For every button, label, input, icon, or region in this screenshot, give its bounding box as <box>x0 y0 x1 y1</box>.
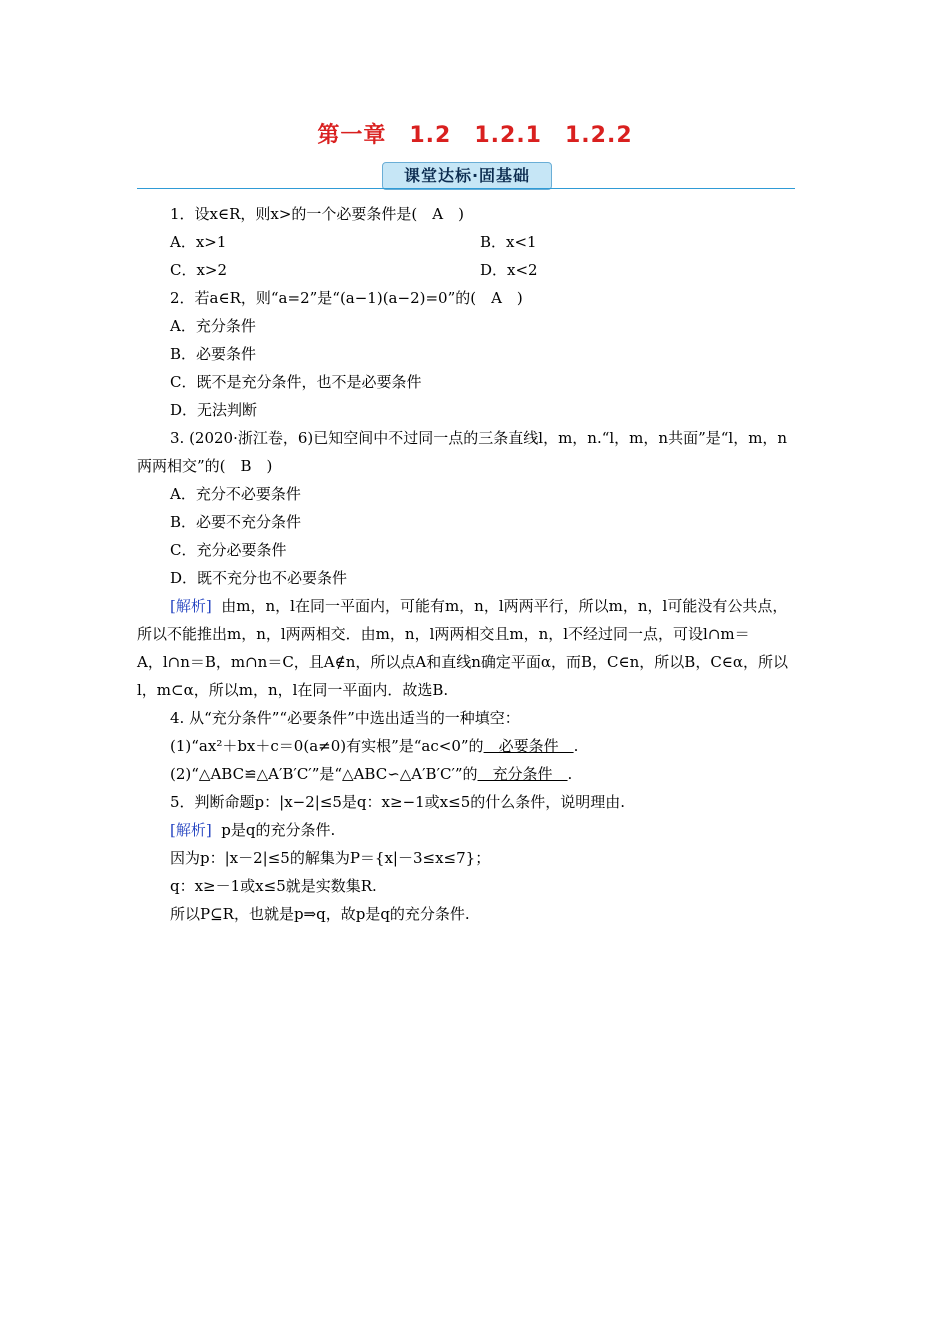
q3-option-b: B．必要不充分条件 <box>170 513 302 531</box>
q4-part1-text: (1)“ax²＋bx＋c＝0(a≠0)有实根”是“ac<0”的 <box>170 737 484 755</box>
q4-part1: (1)“ax²＋bx＋c＝0(a≠0)有实根”是“ac<0”的 必要条件 . <box>170 737 579 755</box>
header-divider <box>137 188 795 189</box>
q1-option-d: D．x<2 <box>480 261 538 279</box>
q2-option-c: C．既不是充分条件，也不是必要条件 <box>170 373 422 391</box>
q3-option-d: D．既不充分也不必要条件 <box>170 569 348 587</box>
q5-explanation-line4: 所以P⊆R，也就是p⇒q，故p是q的充分条件. <box>170 905 470 923</box>
q3-explanation-line3: A，l∩n＝B，m∩n＝C，且A∉n，所以点A和直线n确定平面α，而B，C∈n，所以B，C∈α，所以 <box>137 653 789 671</box>
q1-option-c: C．x>2 <box>170 261 228 279</box>
q5-s1: p是q的充分条件. <box>221 821 336 839</box>
analysis-tag: [解析] <box>170 821 212 839</box>
section-banner: 课堂达标·固基础 <box>382 162 552 190</box>
q3-option-c: C．充分必要条件 <box>170 541 287 559</box>
q3-exp1: 由m，n，l在同一平面内，可能有m，n，l两两平行，所以m，n，l可能没有公共点， <box>221 597 788 615</box>
q1-option-b: B．x<1 <box>480 233 537 251</box>
q2-stem: 2．若a∈R，则“a=2”是“(a−1)(a−2)=0”的( A ) <box>170 289 523 307</box>
q3-explanation-line2: 所以不能推出m，n，l两两相交．由m，n，l两两相交且m，n，l不经过同一点，可设l∩m＝ <box>137 625 750 643</box>
q5-explanation-line3: q：x≥－1或x≤5就是实数集R. <box>170 877 377 895</box>
q4-part2-answer: 充分条件 <box>477 765 568 783</box>
q5-stem: 5．判断命题p：|x−2|≤5是q：x≥−1或x≤5的什么条件，说明理由. <box>170 793 626 811</box>
page-title: 第一章 1.2 1.2.1 1.2.2 <box>317 123 633 148</box>
q3-explanation-line4: l，m⊂α，所以m，n，l在同一平面内．故选B. <box>137 681 449 699</box>
q3-option-a: A．充分不必要条件 <box>170 485 301 503</box>
q1-stem: 1．设x∈R，则x>的一个必要条件是( A ) <box>170 205 464 223</box>
q3-stem-line1: 3. (2020·浙江卷，6)已知空间中不过同一点的三条直线l，m，n.“l，m，n共面”是“l，m，n <box>170 429 788 447</box>
q2-option-b: B．必要条件 <box>170 345 257 363</box>
q4-part1-answer: 必要条件 <box>483 737 574 755</box>
q2-option-d: D．无法判断 <box>170 401 258 419</box>
q1-option-a: A．x>1 <box>170 233 227 251</box>
analysis-tag: [解析] <box>170 597 212 615</box>
q4-stem: 4. 从“充分条件”“必要条件”中选出适当的一种填空： <box>170 709 520 727</box>
q5-explanation-line2: 因为p：|x－2|≤5的解集为P＝{x|－3≤x≤7}； <box>170 849 491 867</box>
q4-part2: (2)“△ABC≌△A′B′C′”是“△ABC∽△A′B′C′”的 充分条件 . <box>170 765 573 783</box>
q5-explanation-line1 <box>170 820 335 840</box>
q2-option-a: A．充分条件 <box>170 317 256 335</box>
q3-stem-line2: 两两相交”的( B ) <box>137 457 273 475</box>
q4-part2-text: (2)“△ABC≌△A′B′C′”是“△ABC∽△A′B′C′”的 <box>170 765 478 783</box>
q3-explanation-line1 <box>170 596 787 616</box>
